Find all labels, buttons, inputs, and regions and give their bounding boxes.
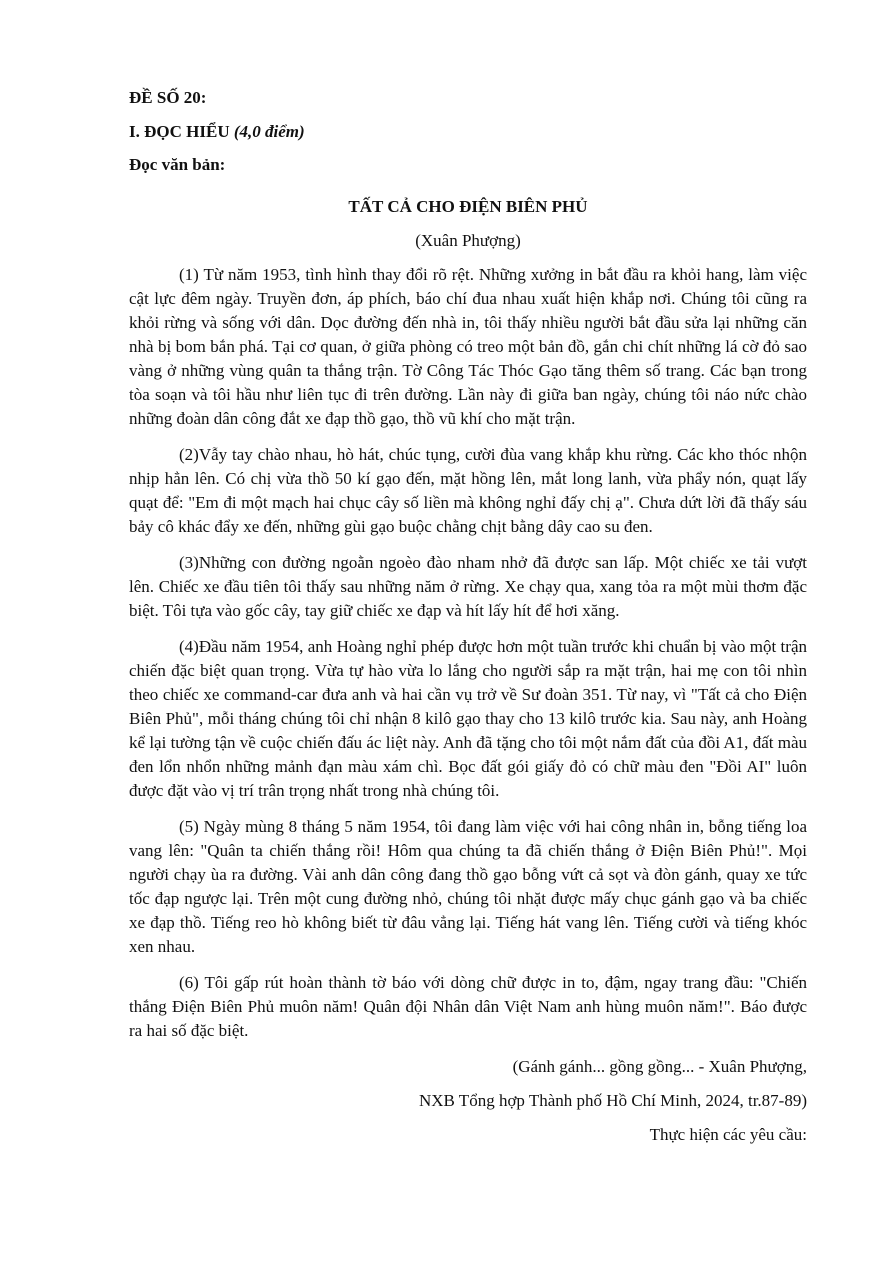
paragraph-4: (4)Đầu năm 1954, anh Hoàng nghỉ phép được hơn một tuần trước khi chuẩn bị vào một trận chiến đặc biệt quan trọng. Vừa tự hào vừa lo lắng cho người sắp ra mặt trận, hai mẹ con tôi nhìn theo chiếc xe command-car đưa anh và hai cần vụ trở về Sư đoàn 351. Từ nay, vì "Tất cả cho Điện Biên Phủ", mỗi tháng chúng tôi chỉ nhận 8 kilô gạo thay cho 13 kilô trước kia. Sau này, anh Hoàng kể lại tường tận về cuộc chiến đấu ác liệt này. Anh đã tặng cho tôi một nắm đất của đồi A1, đất màu đen lổn nhổn những mảnh đạn màu xám chì. Bọc đất gói giấy đỏ có chữ màu đen "Đồi AI" luôn được đặt vào vị trí trân trọng nhất trong nhà chúng tôi. (129, 637, 807, 800)
text-author: (Xuân Phượng) (415, 231, 521, 250)
source-citation-line-2: NXB Tổng hợp Thành phố Hồ Chí Minh, 2024, tr.87-89) (418, 1091, 807, 1110)
text-title: TẤT CẢ CHO ĐIỆN BIÊN PHỦ (348, 197, 588, 216)
paragraph-3: (3)Những con đường ngoằn ngoèo đào nham nhở đã được san lấp. Một chiếc xe tải vượt lên. Chiếc xe đầu tiên tôi thấy sau những năm ở rừng. Xe chạy qua, xang tỏa ra một mùi thơm đặc biệt. Tôi tựa vào gốc cây, tay giữ chiếc xe đạp và hít lấy hít để hơi xăng. (129, 553, 807, 620)
section-heading (129, 120, 807, 144)
exam-title: ĐỀ SỐ 20: (129, 88, 207, 107)
paragraph-2: (2)Vẫy tay chào nhau, hò hát, chúc tụng, cười đùa vang khắp khu rừng. Các kho thóc nhộn nhịp hẳn lên. Có chị vừa thồ 50 kí gạo đến, mặt hồng lên, mắt long lanh, vừa phẩy nón, quạt lấy quạt để: "Em đi một mạch hai chục cây số liền mà không nghỉ đấy chị ạ". Chưa dứt lời đã thấy sáu bảy cô khác đẩy xe đến, những gùi gạo buộc chằng chịt bằng dây cao su đen. (129, 445, 807, 536)
requirements-label: Thực hiện các yêu cầu: (649, 1125, 807, 1144)
section-heading-label: I. ĐỌC HIỂU (129, 122, 230, 141)
source-citation-line-1: (Gánh gánh... gồng gồng... - Xuân Phượng, (512, 1057, 807, 1076)
paragraph-5: (5) Ngày mùng 8 tháng 5 năm 1954, tôi đang làm việc với hai công nhân in, bỗng tiếng loa vang lên: "Quân ta chiến thắng rồi! Hôm qua chúng ta đã chiến thắng ở Điện Biên Phủ!". Mọi người chạy ùa ra đường. Vài anh dân công đang thồ gạo bỗng vứt cả sọt và đòn gánh, quay xe tức tốc đạp ngược lại. Trên một cung đường nhỏ, chúng tôi nhặt được mấy chục gánh gạo và ba chiếc xe đạp thồ. Tiếng reo hò không biết từ đâu vẳng lại. Tiếng hát vang lên. Tiếng cười và tiếng khóc xen nhau. (129, 817, 807, 956)
paragraph-1: (1) Từ năm 1953, tình hình thay đổi rõ rệt. Những xưởng in bắt đầu ra khỏi hang, làm việc cật lực đêm ngày. Truyền đơn, áp phích, báo chí đua nhau xuất hiện khắp nơi. Chúng tôi cũng ra khỏi rừng và sống với dân. Dọc đường đến nhà in, tôi thấy nhiều người bắt đầu sửa lại những căn nhà bị bom bắn phá. Tại cơ quan, ở giữa phòng có treo một bản đồ, gắn chi chít những lá cờ đỏ sao vàng ở những vùng quân ta thắng trận. Tờ Công Tác Thóc Gạo tăng thêm số trang. Các bạn trong tòa soạn và tôi hầu như liên tục đi trên đường. Lần này đi giữa ban ngày, chúng tôi náo nức chào những đoàn dân công đắt xe đạp thồ gạo, thồ vũ khí cho mặt trận. (129, 265, 807, 428)
read-label: Đọc văn bản: (129, 155, 226, 174)
section-points: (4,0 điểm) (233, 122, 305, 141)
paragraph-6: (6) Tôi gấp rút hoàn thành tờ báo với dòng chữ được in to, đậm, ngay trang đầu: "Chiến thắng Điện Biên Phủ muôn năm! Quân đội Nhân dân Việt Nam anh hùng muôn năm!". Báo được ra hai số đặc biệt. (129, 973, 807, 1040)
